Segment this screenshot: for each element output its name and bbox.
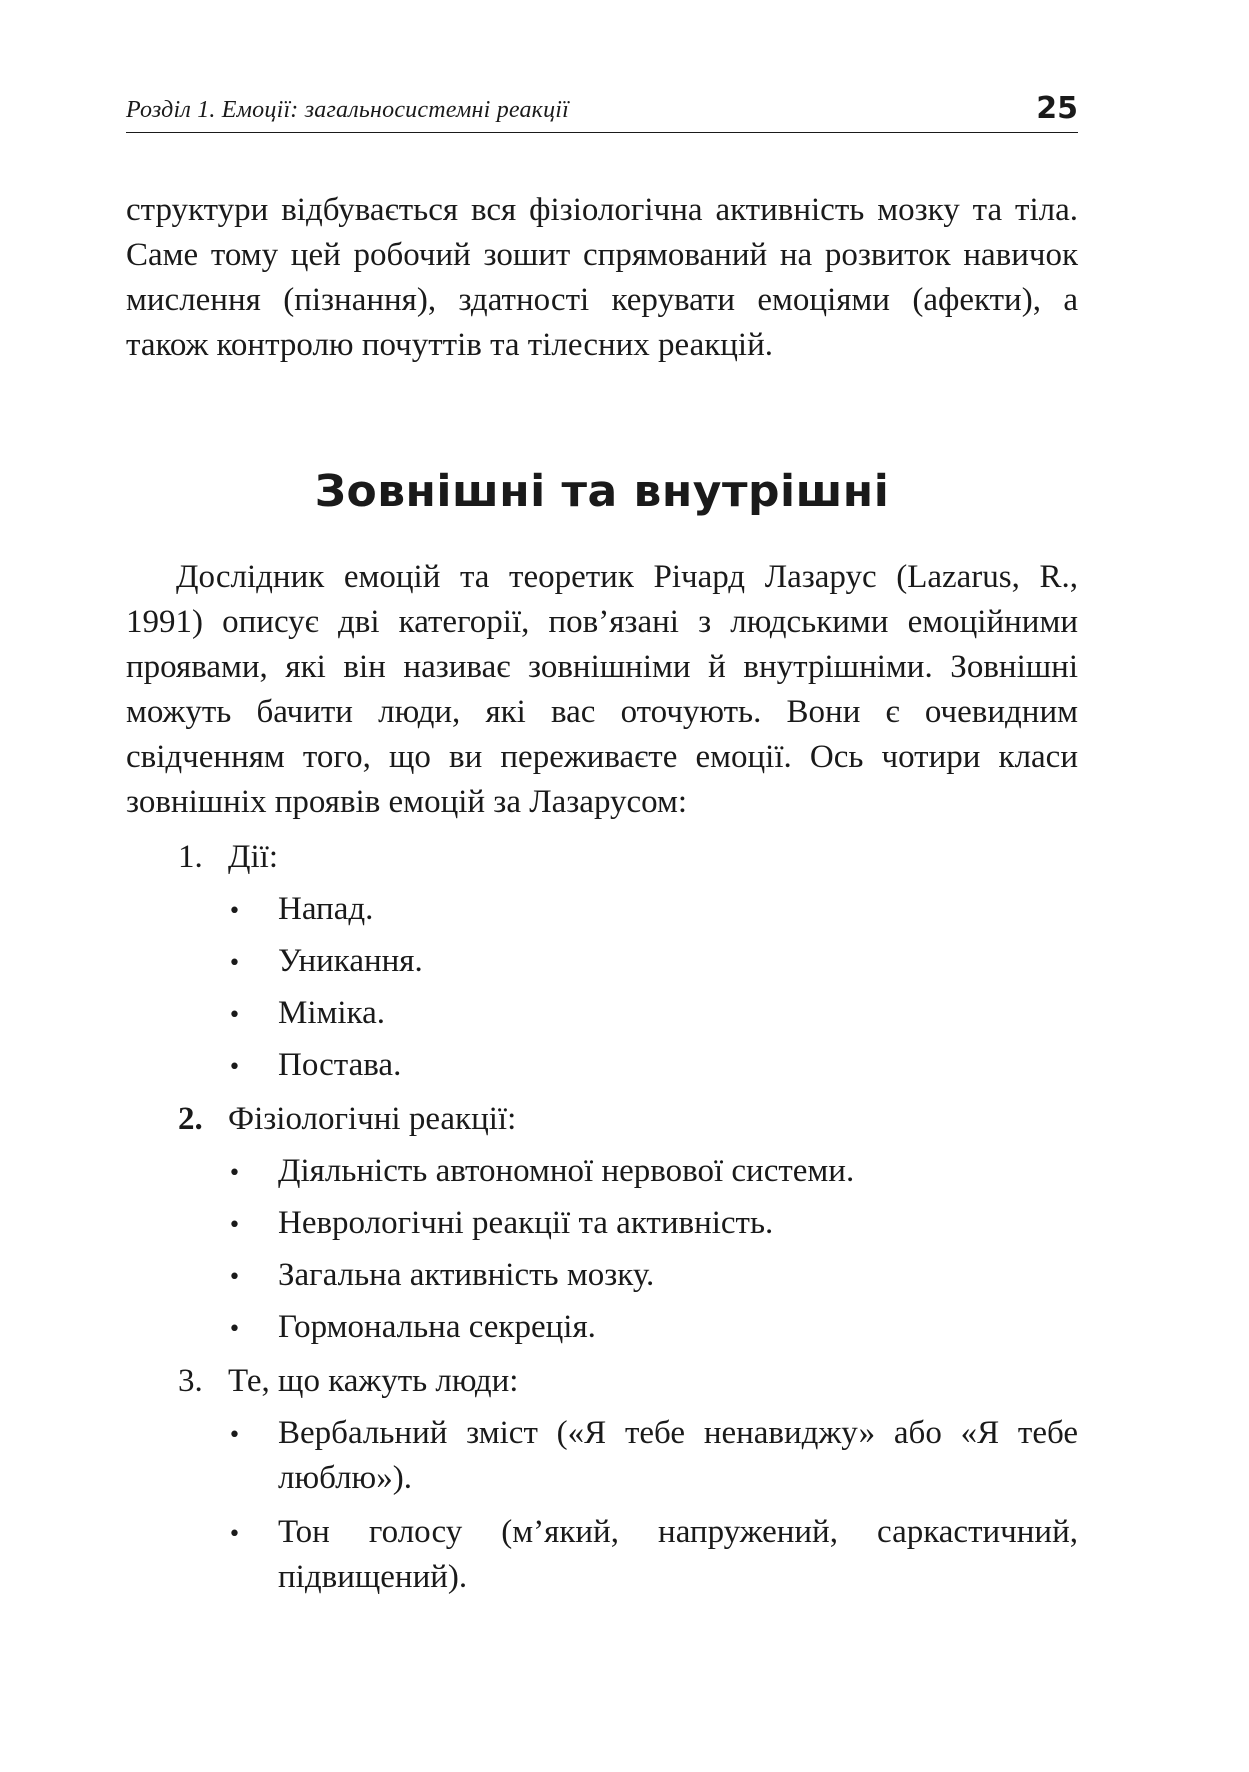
bullet-icon: •	[228, 899, 241, 924]
bullet-icon: •	[228, 1265, 241, 1290]
sub-item: Гормональна секреція.	[278, 1309, 596, 1345]
bullet-icon: •	[228, 1161, 241, 1186]
lazarus-paragraph: Дослідник емоцій та теоретик Річард Лазарус (Lazarus, R., 1991) описує дві категорії, пов’язані з людськими емоційними проявами, які він називає зовнішніми й внутрішніми. Зовнішні можуть бачити люди, які вас оточують. Вони є очевидним свідченням того, що ви переживаєте емоції. Ось чотири класи зовнішніх проявів емоцій за Лазарусом:	[126, 559, 1078, 820]
list-number: 2.	[178, 1101, 203, 1137]
book-page	[126, 0, 1078, 1772]
sub-item: Уникання.	[278, 943, 423, 979]
list-title: Те, що кажуть люди:	[228, 1363, 519, 1399]
sub-item: Міміка.	[278, 995, 385, 1031]
bullet-icon: •	[228, 1213, 241, 1238]
sub-item: Неврологічні реакції та активність.	[278, 1205, 774, 1241]
sub-item: Постава.	[278, 1047, 402, 1083]
list-title: Дії:	[228, 839, 279, 875]
bullet-icon: •	[228, 1522, 241, 1547]
running-title: Розділ 1. Емоції: загальносистемні реакції	[126, 97, 570, 123]
bullet-icon: •	[228, 1055, 241, 1080]
bullet-icon: •	[228, 1423, 241, 1448]
bullet-icon: •	[228, 1317, 241, 1342]
sub-item: Вербальний зміст («Я тебе ненавиджу» або «Я тебе люблю»).	[278, 1415, 1078, 1496]
running-header	[126, 88, 1078, 133]
sub-item: Загальна активність мозку.	[278, 1257, 655, 1293]
page-number: 25	[1036, 91, 1078, 126]
intro-paragraph: структури відбувається вся фізіологічна активність мозку та тіла. Саме тому цей робочий зошит спрямований на розвиток навичок мислення (пізнання), здатності керувати емоціями (афекти), а також контролю почуттів та тілесних реакцій.	[126, 192, 1078, 363]
sub-item: Тон голосу (м’який, напружений, саркастичний, підвищений).	[278, 1514, 1078, 1595]
bullet-icon: •	[228, 1003, 241, 1028]
bullet-icon: •	[228, 951, 241, 976]
sub-item: Напад.	[278, 891, 374, 927]
section-heading: Зовнішні та внутрішні	[314, 466, 890, 517]
list-title: Фізіологічні реакції:	[228, 1101, 517, 1137]
list-number: 1.	[178, 839, 203, 875]
list-number: 3.	[178, 1363, 203, 1399]
sub-item: Діяльність автономної нервової системи.	[278, 1153, 855, 1189]
